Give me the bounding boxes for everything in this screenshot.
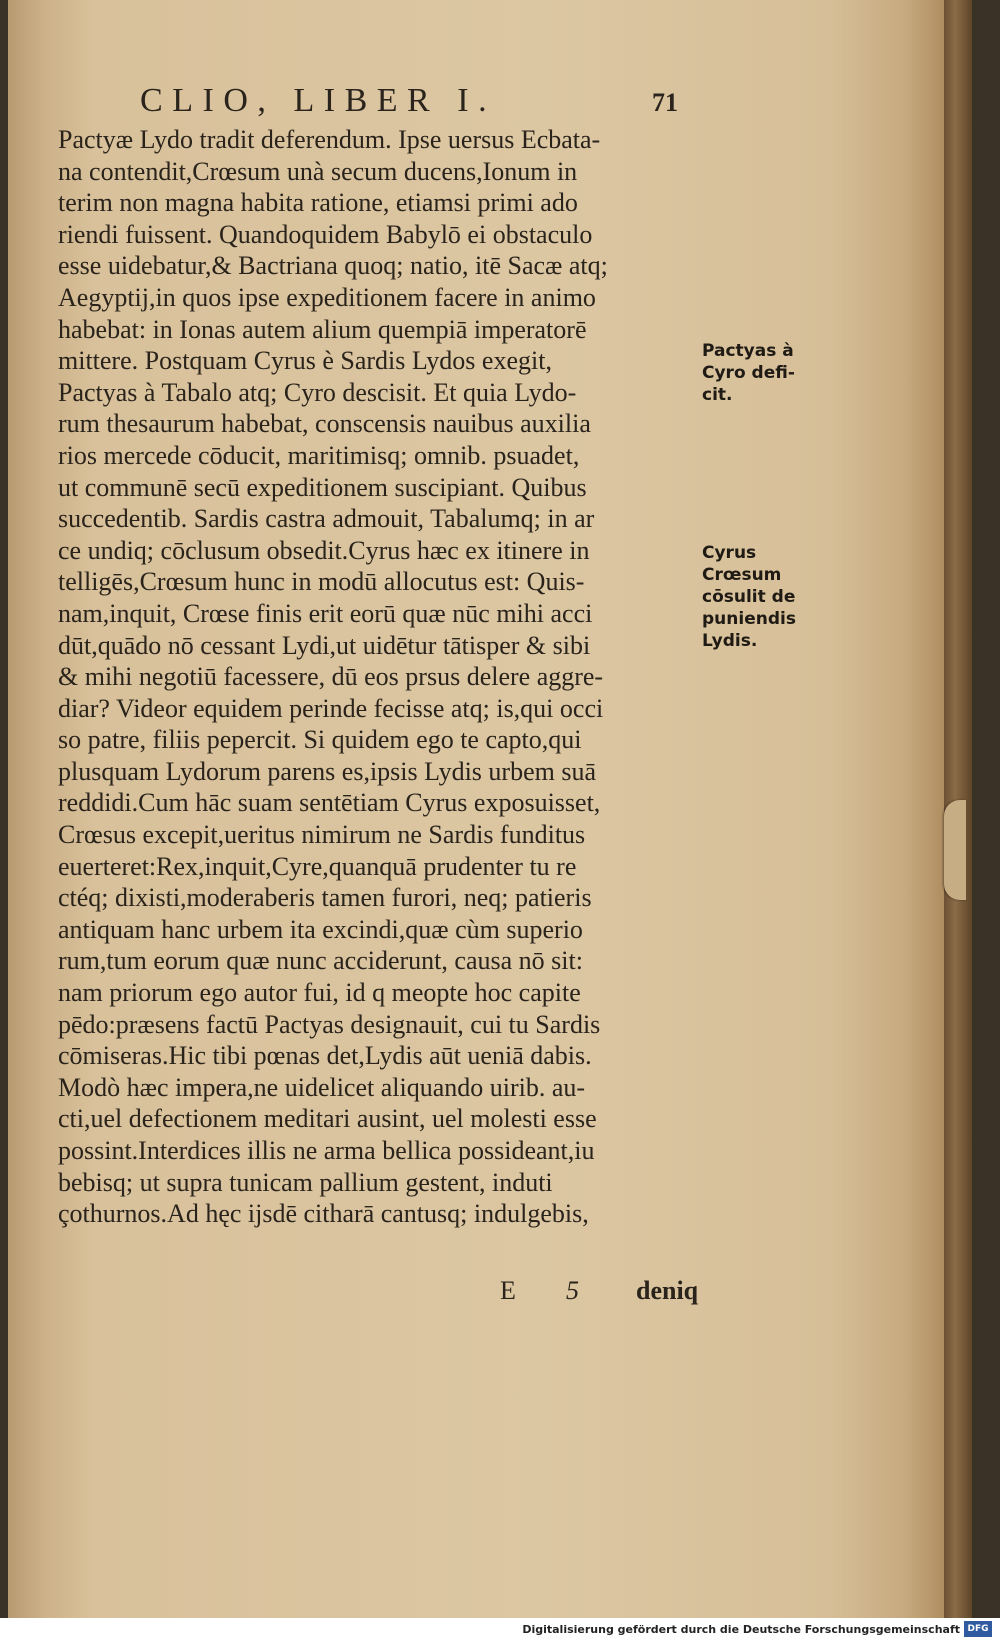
text-line: pēdo:præsens factū Pactyas designauit, cui tu Sardis <box>58 1009 601 1039</box>
text-line: Pactyæ Lydo tradit deferendum. Ipse uersus Ecbata- <box>58 125 601 154</box>
text-line: so patre, filiis pepercit. Si quidem ego te capto,qui <box>58 725 582 755</box>
body-text <box>58 124 718 1230</box>
text-line: ce undiq; cōclusum obsedit.Cyrus hæc ex itinere in <box>58 535 590 565</box>
catchword: deniq <box>636 1276 699 1305</box>
text-line: diar? Videor equidem perinde fecisse atq; is,qui occi <box>58 693 604 723</box>
text-line: possint.Interdices illis ne arma bellica possideant,iu <box>58 1136 595 1165</box>
text-line: bebisq; ut supra tunicam pallium gestent, induti <box>58 1167 553 1197</box>
text-line: ctéq; dixisti,moderaberis tamen furori, neq; patieris <box>58 883 592 913</box>
marginal-note-line: Cyrus <box>702 543 757 563</box>
text-line: telligēs,Crœsum hunc in modū allocutus est: Quis- <box>58 567 585 597</box>
marginal-note-cyrus <box>702 542 812 652</box>
text-line: esse uidebatur,& Bactriana quoq; natio, itē Sacæ atq; <box>58 251 608 281</box>
text-line: terim non magna habita ratione, etiamsi primi ado <box>58 188 578 218</box>
marginal-note-line: cit. <box>702 385 733 405</box>
text-line: succedentib. Sardis castra admouit, Tabalumq; in ar <box>58 504 595 534</box>
signature-number: 5 <box>566 1276 579 1305</box>
catchline <box>500 1276 720 1310</box>
text-line: habebat: in Ionas autem alium quempiā imperatorē <box>58 314 587 344</box>
text-line: reddidi.Cum hāc suam sentētiam Cyrus exposuisset, <box>58 788 601 818</box>
text-line: rum,tum eorum quæ nunc acciderunt, causa nō sit: <box>58 946 583 976</box>
text-line: antiquam hanc urbem ita excindi,quæ cùm superio <box>58 914 583 944</box>
text-line: na contendit,Crœsum unà secum ducens,Ionum in <box>58 156 578 186</box>
marginal-note-line: cōsulit de <box>702 587 796 607</box>
text-line: dūt,quādo nō cessant Lydi,ut uidētur tātisper & sibi <box>58 630 591 660</box>
text-line: nam,inquit, Crœse finis erit eorū quæ nūc mihi acci <box>58 598 593 628</box>
text-line: plusquam Lydorum parens es,ipsis Lydis urbem suā <box>58 756 597 786</box>
text-line: mittere. Postquam Cyrus è Sardis Lydos exegit, <box>58 346 552 376</box>
funding-credit: Digitalisierung gefördert durch die Deutsche Forschungsgemeinschaft <box>522 1623 960 1636</box>
text-line: ut communē secū expeditionem suscipiant. Quibus <box>58 472 587 502</box>
text-line: çothurnos.Ad hęc ijsdē citharā cantusq; indulgebis, <box>58 1199 589 1229</box>
dfg-logo: DFG <box>964 1621 992 1637</box>
marginal-note-line: Cyro defi- <box>702 363 795 383</box>
running-head: CLIO, LIBER I. <box>140 82 497 119</box>
text-line: rios mercede cōducit, maritimisq; omnib. psuadet, <box>58 440 580 470</box>
text-line: rum thesaurum habebat, conscensis nauibus auxilia <box>58 409 591 439</box>
text-line: nam priorum ego autor fui, id q meopte hoc capite <box>58 978 581 1008</box>
text-line: cōmiseras.Hic tibi pœnas det,Lydis aūt ueniā dabis. <box>58 1041 592 1071</box>
footer-bar <box>0 1618 1000 1642</box>
marginal-note-line: Lydis. <box>702 631 758 651</box>
text-line: Crœsus excepit,ueritus nimirum ne Sardis funditus <box>58 820 586 850</box>
text-line: Pactyas à Tabalo atq; Cyro descisit. Et quia Lydo- <box>58 377 577 407</box>
signature-mark: E <box>500 1276 516 1305</box>
text-line: euerteret:Rex,inquit,Cyre,quanquā prudenter tu re <box>58 851 577 881</box>
text-line: Modò hæc impera,ne uidelicet aliquando uirib. au- <box>58 1072 586 1102</box>
marginal-note-pactyas <box>702 340 812 406</box>
text-line: cti,uel defectionem meditari ausint, uel molesti esse <box>58 1104 597 1134</box>
marginal-note-line: Crœsum <box>702 565 782 585</box>
folio-number: 71 <box>652 88 678 117</box>
text-line: riendi fuissent. Quandoquidem Babylō ei obstaculo <box>58 219 593 249</box>
marginal-note-line: puniendis <box>702 609 796 629</box>
marginal-note-line: Pactyas à <box>702 341 794 361</box>
text-line: Aegyptij,in quos ipse expeditionem facere in animo <box>58 282 596 312</box>
page-tab <box>944 800 966 900</box>
text-line: & mihi negotiū facessere, dū eos prsus delere aggre- <box>58 662 604 692</box>
